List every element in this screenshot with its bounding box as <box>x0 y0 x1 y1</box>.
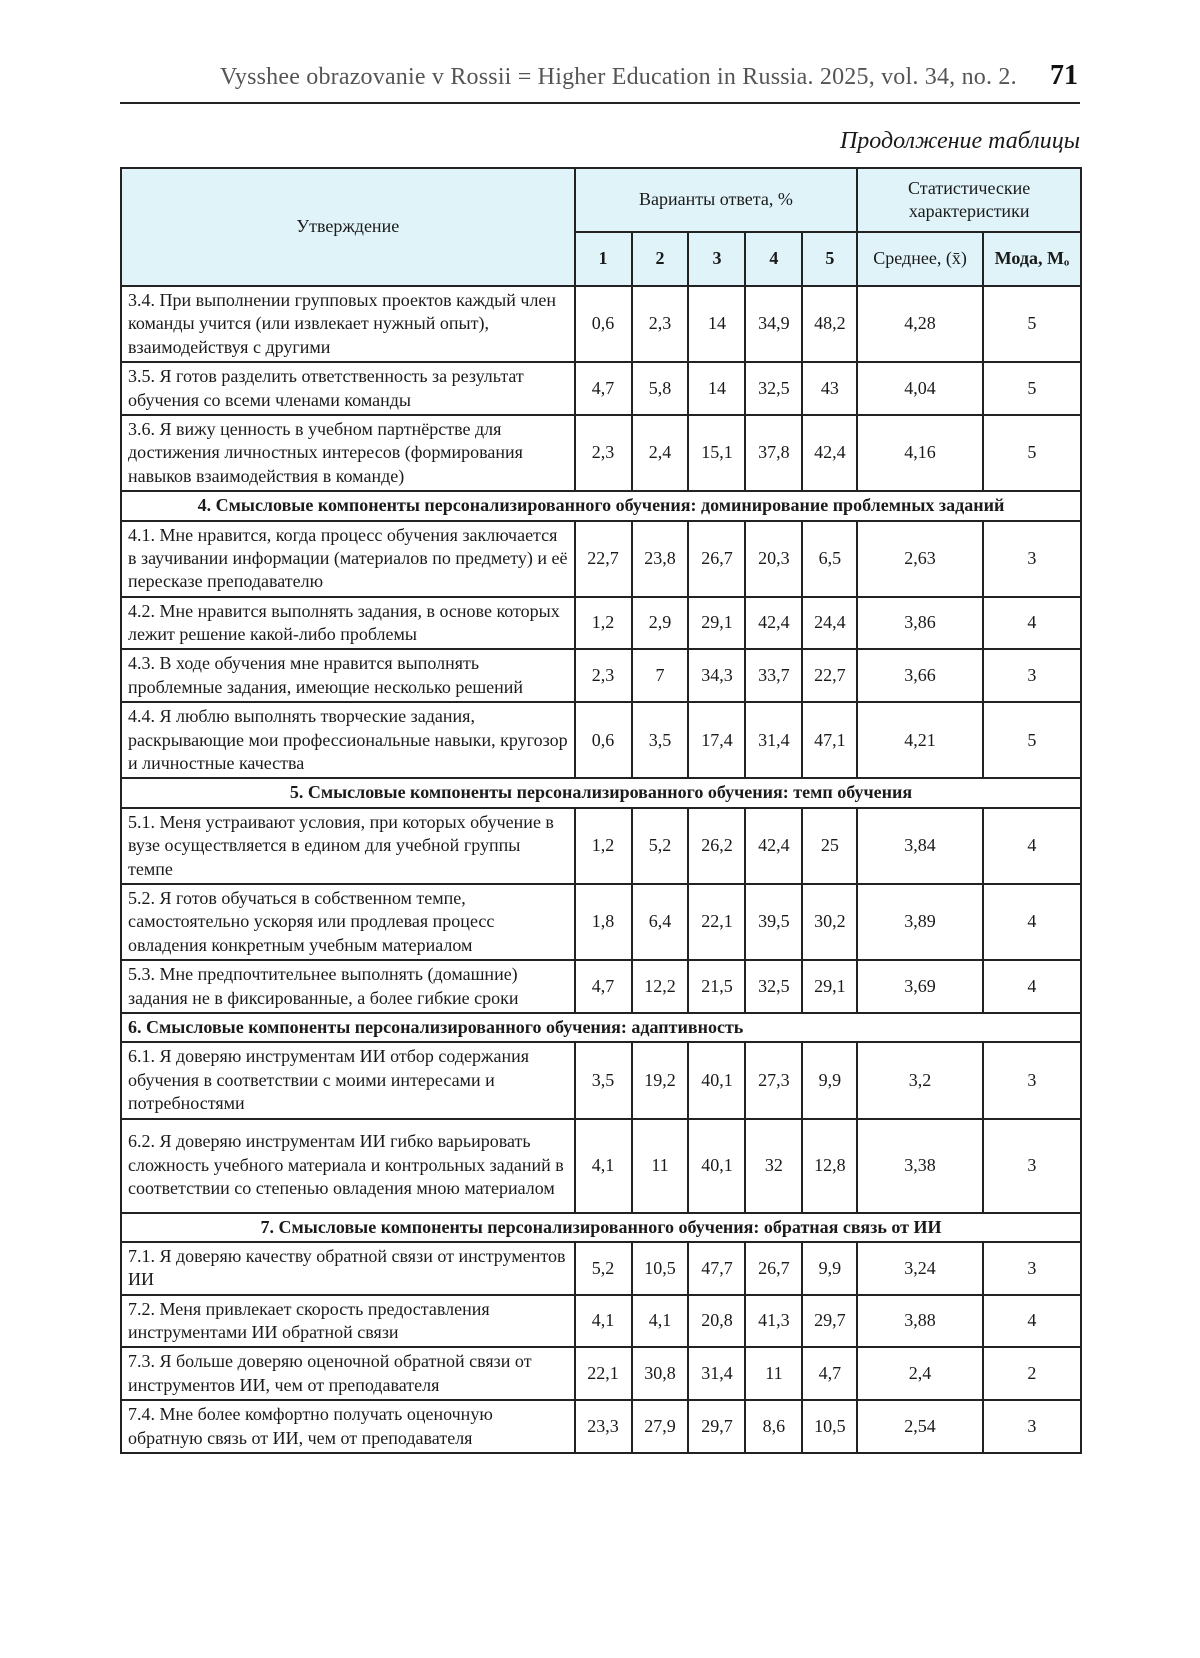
option-1-percent-cell: 2,3 <box>575 649 632 702</box>
option-3-percent-cell: 31,4 <box>688 1347 745 1400</box>
option-3-percent-cell: 17,4 <box>688 702 745 778</box>
statement-cell: 4.4. Я люблю выполнять творческие задания, раскрывающие мои профессиональные навыки, кругозор и личностные качества <box>121 702 575 778</box>
option-1-percent-cell: 0,6 <box>575 702 632 778</box>
option-4-percent-cell: 33,7 <box>745 649 802 702</box>
mode-cell: 3 <box>983 521 1081 597</box>
mode-cell: 3 <box>983 1400 1081 1453</box>
survey-table <box>120 167 1082 1454</box>
section-row <box>121 778 1081 807</box>
mode-cell: 4 <box>983 884 1081 960</box>
option-1-percent-cell: 23,3 <box>575 1400 632 1453</box>
option-2-percent-cell: 6,4 <box>632 884 689 960</box>
option-4-percent-cell: 32,5 <box>745 362 802 415</box>
option-5-percent-cell: 9,9 <box>802 1242 857 1295</box>
option-4-percent-cell: 42,4 <box>745 597 802 650</box>
option-4-percent-cell: 27,3 <box>745 1042 802 1118</box>
section-title: 4. Смысловые компоненты персонализированного обучения: доминирование проблемных заданий <box>121 491 1081 520</box>
running-head <box>120 62 1080 104</box>
option-5-percent-cell: 25 <box>802 808 857 884</box>
option-2-percent-cell: 27,9 <box>632 1400 689 1453</box>
option-2-percent-cell: 5,8 <box>632 362 689 415</box>
statement-cell: 6.1. Я доверяю инструментам ИИ отбор содержания обучения в соответствии с моими интересами и потребностями <box>121 1042 575 1118</box>
option-2-percent-cell: 11 <box>632 1119 689 1213</box>
header-answer-options: Варианты ответа, % <box>575 168 858 232</box>
section-row <box>121 491 1081 520</box>
option-4-percent-cell: 42,4 <box>745 808 802 884</box>
mode-cell: 3 <box>983 1042 1081 1118</box>
option-3-percent-cell: 14 <box>688 286 745 362</box>
option-3-percent-cell: 40,1 <box>688 1119 745 1213</box>
option-1-percent-cell: 4,1 <box>575 1295 632 1348</box>
statement-cell: 3.5. Я готов разделить ответственность за результат обучения со всеми членами команды <box>121 362 575 415</box>
option-4-percent-cell: 11 <box>745 1347 802 1400</box>
option-3-percent-cell: 29,1 <box>688 597 745 650</box>
statement-cell: 4.2. Мне нравится выполнять задания, в основе которых лежит решение какой-либо проблемы <box>121 597 575 650</box>
mean-cell: 2,4 <box>857 1347 983 1400</box>
section-title: 6. Смысловые компоненты персонализированного обучения: адаптивность <box>121 1013 1081 1042</box>
option-2-percent-cell: 23,8 <box>632 521 689 597</box>
option-4-percent-cell: 32 <box>745 1119 802 1213</box>
table-row <box>121 415 1081 491</box>
mode-cell: 4 <box>983 808 1081 884</box>
option-1-percent-cell: 4,7 <box>575 960 632 1013</box>
section-row <box>121 1013 1081 1042</box>
option-1-percent-cell: 1,8 <box>575 884 632 960</box>
mode-cell: 2 <box>983 1347 1081 1400</box>
page-number: 71 <box>1050 60 1078 91</box>
table-row <box>121 1119 1081 1213</box>
statement-cell: 3.6. Я вижу ценность в учебном партнёрстве для достижения личностных интересов (формирования навыков взаимодействия в команде) <box>121 415 575 491</box>
table-row <box>121 362 1081 415</box>
option-4-percent-cell: 20,3 <box>745 521 802 597</box>
mean-cell: 3,38 <box>857 1119 983 1213</box>
option-4-percent-cell: 41,3 <box>745 1295 802 1348</box>
table-body <box>121 286 1081 1453</box>
option-2-percent-cell: 19,2 <box>632 1042 689 1118</box>
statement-cell: 7.4. Мне более комфортно получать оценочную обратную связь от ИИ, чем от преподавателя <box>121 1400 575 1453</box>
header-option-1: 1 <box>575 232 632 286</box>
option-1-percent-cell: 3,5 <box>575 1042 632 1118</box>
table-row <box>121 1295 1081 1348</box>
option-5-percent-cell: 47,1 <box>802 702 857 778</box>
table-row <box>121 521 1081 597</box>
section-title: 7. Смысловые компоненты персонализированного обучения: обратная связь от ИИ <box>121 1213 1081 1242</box>
option-1-percent-cell: 22,7 <box>575 521 632 597</box>
option-1-percent-cell: 4,7 <box>575 362 632 415</box>
option-5-percent-cell: 24,4 <box>802 597 857 650</box>
mode-cell: 4 <box>983 960 1081 1013</box>
option-3-percent-cell: 22,1 <box>688 884 745 960</box>
option-3-percent-cell: 29,7 <box>688 1400 745 1453</box>
option-4-percent-cell: 37,8 <box>745 415 802 491</box>
option-2-percent-cell: 10,5 <box>632 1242 689 1295</box>
header-option-4: 4 <box>745 232 802 286</box>
option-3-percent-cell: 47,7 <box>688 1242 745 1295</box>
option-5-percent-cell: 42,4 <box>802 415 857 491</box>
table-row <box>121 702 1081 778</box>
option-5-percent-cell: 43 <box>802 362 857 415</box>
mode-cell: 4 <box>983 597 1081 650</box>
option-1-percent-cell: 1,2 <box>575 597 632 650</box>
mode-cell: 5 <box>983 286 1081 362</box>
option-5-percent-cell: 6,5 <box>802 521 857 597</box>
option-3-percent-cell: 21,5 <box>688 960 745 1013</box>
option-4-percent-cell: 34,9 <box>745 286 802 362</box>
mean-cell: 3,2 <box>857 1042 983 1118</box>
mean-cell: 2,63 <box>857 521 983 597</box>
mean-cell: 3,24 <box>857 1242 983 1295</box>
mean-cell: 3,86 <box>857 597 983 650</box>
option-2-percent-cell: 30,8 <box>632 1347 689 1400</box>
table-row <box>121 286 1081 362</box>
mean-cell: 3,69 <box>857 960 983 1013</box>
mean-cell: 4,16 <box>857 415 983 491</box>
table-row <box>121 1347 1081 1400</box>
option-1-percent-cell: 5,2 <box>575 1242 632 1295</box>
statement-cell: 7.3. Я больше доверяю оценочной обратной связи от инструментов ИИ, чем от преподавателя <box>121 1347 575 1400</box>
statement-cell: 5.2. Я готов обучаться в собственном темпе, самостоятельно ускоряя или продлевая процесс овладения конкретным учебным материалом <box>121 884 575 960</box>
mode-cell: 5 <box>983 415 1081 491</box>
mean-cell: 3,84 <box>857 808 983 884</box>
option-5-percent-cell: 29,7 <box>802 1295 857 1348</box>
option-3-percent-cell: 26,7 <box>688 521 745 597</box>
table-row <box>121 597 1081 650</box>
statement-cell: 4.3. В ходе обучения мне нравится выполнять проблемные задания, имеющие несколько решений <box>121 649 575 702</box>
option-3-percent-cell: 26,2 <box>688 808 745 884</box>
option-4-percent-cell: 39,5 <box>745 884 802 960</box>
table-row <box>121 1400 1081 1453</box>
option-5-percent-cell: 22,7 <box>802 649 857 702</box>
table-row <box>121 808 1081 884</box>
table-row <box>121 884 1081 960</box>
option-5-percent-cell: 9,9 <box>802 1042 857 1118</box>
statement-cell: 5.3. Мне предпочтительнее выполнять (домашние) задания не в фиксированные, а более гибкие сроки <box>121 960 575 1013</box>
option-2-percent-cell: 2,3 <box>632 286 689 362</box>
mean-cell: 4,28 <box>857 286 983 362</box>
option-3-percent-cell: 15,1 <box>688 415 745 491</box>
mean-cell: 2,54 <box>857 1400 983 1453</box>
option-4-percent-cell: 32,5 <box>745 960 802 1013</box>
option-4-percent-cell: 8,6 <box>745 1400 802 1453</box>
section-row <box>121 1213 1081 1242</box>
table-row <box>121 1042 1081 1118</box>
option-3-percent-cell: 14 <box>688 362 745 415</box>
mode-cell: 5 <box>983 362 1081 415</box>
header-option-5: 5 <box>802 232 857 286</box>
statement-cell: 6.2. Я доверяю инструментам ИИ гибко варьировать сложность учебного материала и контрольных заданий в соответствии со степенью овладения мною материалом <box>121 1119 575 1213</box>
option-2-percent-cell: 2,4 <box>632 415 689 491</box>
header-statement: Утверждение <box>121 168 575 286</box>
statement-cell: 3.4. При выполнении групповых проектов каждый член команды учится (или извлекает нужный опыт), взаимодействуя с другими <box>121 286 575 362</box>
option-4-percent-cell: 31,4 <box>745 702 802 778</box>
option-5-percent-cell: 4,7 <box>802 1347 857 1400</box>
journal-title: Vysshee obrazovanie v Rossii = Higher Education in Russia. 2025, vol. 34, no. 2. <box>220 64 1017 90</box>
mode-cell: 3 <box>983 649 1081 702</box>
option-5-percent-cell: 48,2 <box>802 286 857 362</box>
mean-cell: 3,89 <box>857 884 983 960</box>
table-row <box>121 1242 1081 1295</box>
header-mode: Мода, Mₒ <box>983 232 1081 286</box>
mode-cell: 4 <box>983 1295 1081 1348</box>
option-3-percent-cell: 34,3 <box>688 649 745 702</box>
option-1-percent-cell: 4,1 <box>575 1119 632 1213</box>
mean-cell: 3,66 <box>857 649 983 702</box>
option-4-percent-cell: 26,7 <box>745 1242 802 1295</box>
table-continuation-label: Продолжение таблицы <box>839 128 1080 154</box>
option-1-percent-cell: 22,1 <box>575 1347 632 1400</box>
option-1-percent-cell: 0,6 <box>575 286 632 362</box>
option-5-percent-cell: 12,8 <box>802 1119 857 1213</box>
mean-cell: 3,88 <box>857 1295 983 1348</box>
option-2-percent-cell: 7 <box>632 649 689 702</box>
mean-cell: 4,04 <box>857 362 983 415</box>
option-2-percent-cell: 5,2 <box>632 808 689 884</box>
option-5-percent-cell: 30,2 <box>802 884 857 960</box>
header-mean: Среднее, (x̄) <box>857 232 983 286</box>
option-3-percent-cell: 40,1 <box>688 1042 745 1118</box>
option-1-percent-cell: 2,3 <box>575 415 632 491</box>
header-option-2: 2 <box>632 232 689 286</box>
statement-cell: 7.2. Меня привлекает скорость предоставления инструментами ИИ обратной связи <box>121 1295 575 1348</box>
mode-cell: 5 <box>983 702 1081 778</box>
header-option-3: 3 <box>688 232 745 286</box>
statement-cell: 4.1. Мне нравится, когда процесс обучения заключается в заучивании информации (материалов по предмету) и её пересказе преподавателю <box>121 521 575 597</box>
mode-cell: 3 <box>983 1242 1081 1295</box>
option-5-percent-cell: 10,5 <box>802 1400 857 1453</box>
option-2-percent-cell: 12,2 <box>632 960 689 1013</box>
option-1-percent-cell: 1,2 <box>575 808 632 884</box>
table-row <box>121 960 1081 1013</box>
option-2-percent-cell: 4,1 <box>632 1295 689 1348</box>
table-row <box>121 649 1081 702</box>
option-2-percent-cell: 2,9 <box>632 597 689 650</box>
option-2-percent-cell: 3,5 <box>632 702 689 778</box>
option-5-percent-cell: 29,1 <box>802 960 857 1013</box>
statement-cell: 7.1. Я доверяю качеству обратной связи от инструментов ИИ <box>121 1242 575 1295</box>
header-statistics: Статистические характеристики <box>857 168 1081 232</box>
mode-cell: 3 <box>983 1119 1081 1213</box>
mean-cell: 4,21 <box>857 702 983 778</box>
option-3-percent-cell: 20,8 <box>688 1295 745 1348</box>
statement-cell: 5.1. Меня устраивают условия, при которых обучение в вузе осуществляется в едином для учебной группы темпе <box>121 808 575 884</box>
section-title: 5. Смысловые компоненты персонализированного обучения: темп обучения <box>121 778 1081 807</box>
